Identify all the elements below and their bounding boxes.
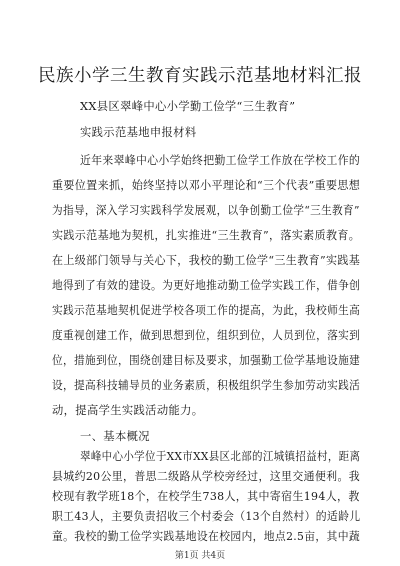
paragraph-line: 在上级部门领导与关心下，我校的勤工俭学“三生教育”实践基	[52, 254, 361, 267]
subtitle-line-2: 实践示范基地申报材料	[80, 126, 197, 139]
section-heading: 一、基本概况	[80, 430, 150, 443]
paragraph-line: 县城约20公里，普思二级路从学校旁经过，这里交通便利。我	[52, 470, 361, 483]
paragraph-line: 动，提高学生实践活动能力。	[52, 404, 204, 417]
paragraph-line: 为指导，深入学习实践科学发展观，以争创勤工俭学“三生教育”	[52, 204, 360, 217]
paragraph-line: 度重视创建工作，做到思想到位，组织到位，人员到位，落实到	[52, 329, 361, 342]
document-title: 民族小学三生教育实践示范基地材料汇报	[38, 66, 362, 86]
paragraph-line: 翠峰中心小学位于XX市XX县区北部的江城镇招益村，距离	[80, 450, 361, 463]
paragraph-line: 地得到了有效的建设。为更好地推动勤工俭学实践工作，借争创	[52, 279, 361, 292]
paragraph-line: 设，提高科技辅导员的业务素质，积极组织学生参加劳动实践活	[52, 379, 361, 392]
paragraph-line: 实践示范基地为契机，扎实推进“三生教育”，落实素质教育。	[52, 229, 361, 242]
subtitle-line-1: XX县区翠峰中心小学勤工俭学“三生教育”	[80, 100, 296, 113]
paragraph-line: 近年来翠峰中心小学始终把勤工俭学工作放在学校工作的	[80, 154, 361, 167]
paragraph-line: 实践示范基地契机促进学校各项工作的提高，为此，我校师生高	[52, 304, 361, 317]
paragraph-line: 职工43人，主要负责招收三个村委会（13个自然村）的适龄儿	[52, 510, 361, 523]
paragraph-line: 童。我校的勤工俭学实践基地设在校园内，地点2.5亩，其中蔬	[52, 530, 361, 543]
paragraph-line: 位，措施到位，围绕创建目标及要求，加强勤工俭学基地设施建	[52, 354, 361, 367]
page-number-footer: 第1页 共4页	[174, 551, 226, 561]
paragraph-line: 校现有教学班18个，在校学生738人，其中寄宿生194人，教	[52, 490, 360, 503]
paragraph-line: 重要位置来抓，始终坚持以邓小平理论和“三个代表”重要思想	[52, 179, 361, 192]
